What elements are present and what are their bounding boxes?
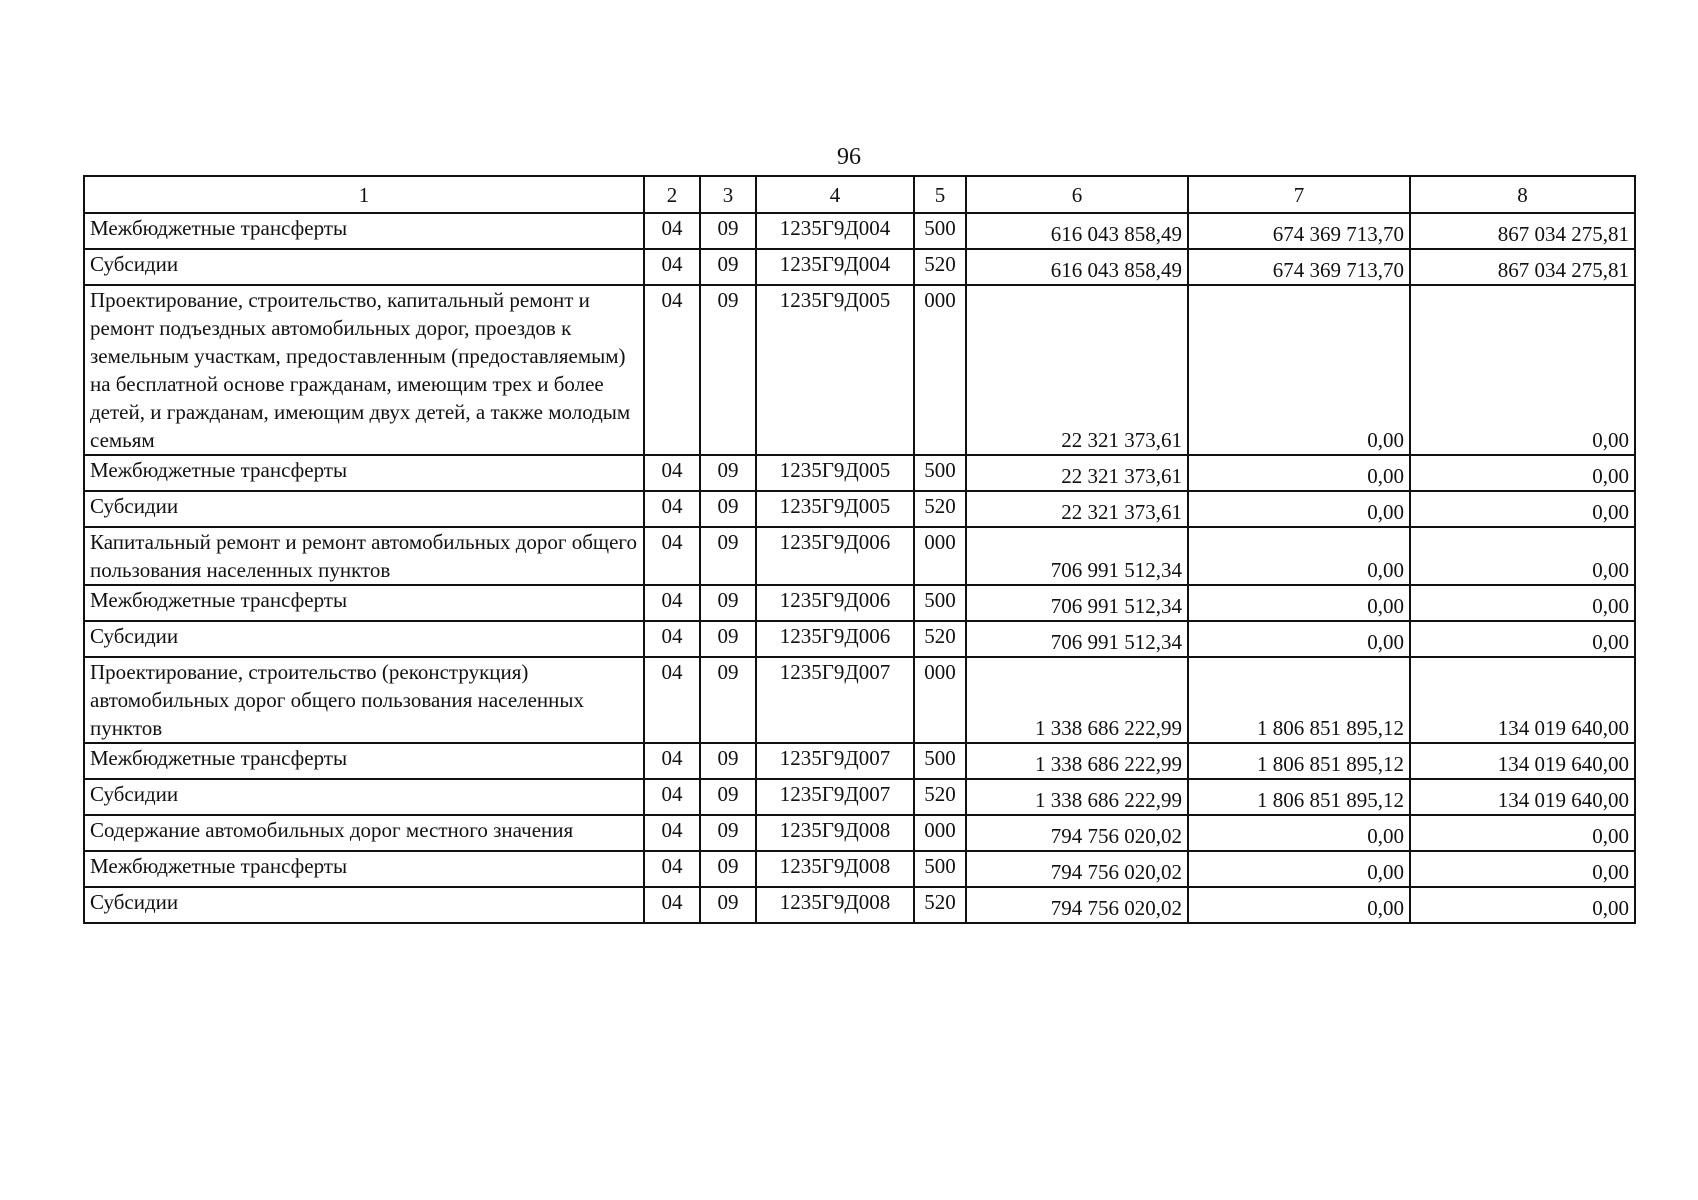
section-code: 04 xyxy=(644,743,700,779)
amount-col-7: 1 806 851 895,12 xyxy=(1188,779,1410,815)
table-row xyxy=(84,621,1635,657)
amount-col-6: 794 756 020,02 xyxy=(966,887,1188,923)
amount-col-6: 22 321 373,61 xyxy=(966,285,1188,455)
column-header: 3 xyxy=(700,176,756,213)
amount-col-7: 0,00 xyxy=(1188,815,1410,851)
row-name: Межбюджетные трансферты xyxy=(84,213,644,249)
expense-type-code: 500 xyxy=(914,585,966,621)
amount-col-8: 0,00 xyxy=(1410,285,1635,455)
subsection-code: 09 xyxy=(700,285,756,455)
expense-type-code: 000 xyxy=(914,657,966,743)
table-row xyxy=(84,887,1635,923)
amount-col-6: 794 756 020,02 xyxy=(966,851,1188,887)
amount-col-6: 706 991 512,34 xyxy=(966,527,1188,585)
row-name: Проектирование, строительство (реконструкция) автомобильных дорог общего пользования населенных пунктов xyxy=(84,657,644,743)
table-row xyxy=(84,527,1635,585)
target-article-code: 1235Г9Д006 xyxy=(756,621,914,657)
column-header: 7 xyxy=(1188,176,1410,213)
expense-type-code: 520 xyxy=(914,249,966,285)
table-row xyxy=(84,285,1635,455)
table-row xyxy=(84,851,1635,887)
amount-col-7: 0,00 xyxy=(1188,621,1410,657)
amount-col-7: 0,00 xyxy=(1188,887,1410,923)
column-header: 5 xyxy=(914,176,966,213)
target-article-code: 1235Г9Д008 xyxy=(756,815,914,851)
row-name: Содержание автомобильных дорог местного значения xyxy=(84,815,644,851)
row-name: Межбюджетные трансферты xyxy=(84,455,644,491)
table-row xyxy=(84,779,1635,815)
expense-type-code: 000 xyxy=(914,527,966,585)
expense-type-code: 000 xyxy=(914,815,966,851)
table-row xyxy=(84,213,1635,249)
table-row xyxy=(84,249,1635,285)
target-article-code: 1235Г9Д006 xyxy=(756,585,914,621)
table-row xyxy=(84,585,1635,621)
table-row xyxy=(84,657,1635,743)
section-code: 04 xyxy=(644,455,700,491)
amount-col-8: 867 034 275,81 xyxy=(1410,249,1635,285)
amount-col-8: 134 019 640,00 xyxy=(1410,743,1635,779)
row-name: Субсидии xyxy=(84,491,644,527)
amount-col-6: 706 991 512,34 xyxy=(966,585,1188,621)
amount-col-8: 134 019 640,00 xyxy=(1410,779,1635,815)
row-name: Субсидии xyxy=(84,621,644,657)
table-row xyxy=(84,455,1635,491)
subsection-code: 09 xyxy=(700,887,756,923)
amount-col-6: 1 338 686 222,99 xyxy=(966,779,1188,815)
amount-col-6: 22 321 373,61 xyxy=(966,455,1188,491)
section-code: 04 xyxy=(644,657,700,743)
amount-col-8: 0,00 xyxy=(1410,851,1635,887)
section-code: 04 xyxy=(644,585,700,621)
amount-col-6: 794 756 020,02 xyxy=(966,815,1188,851)
expense-type-code: 520 xyxy=(914,491,966,527)
target-article-code: 1235Г9Д008 xyxy=(756,887,914,923)
amount-col-8: 134 019 640,00 xyxy=(1410,657,1635,743)
table-row xyxy=(84,815,1635,851)
subsection-code: 09 xyxy=(700,585,756,621)
subsection-code: 09 xyxy=(700,213,756,249)
amount-col-8: 0,00 xyxy=(1410,455,1635,491)
subsection-code: 09 xyxy=(700,779,756,815)
expense-type-code: 500 xyxy=(914,455,966,491)
row-name: Межбюджетные трансферты xyxy=(84,585,644,621)
section-code: 04 xyxy=(644,815,700,851)
expense-type-code: 500 xyxy=(914,851,966,887)
amount-col-7: 1 806 851 895,12 xyxy=(1188,657,1410,743)
amount-col-8: 0,00 xyxy=(1410,585,1635,621)
expense-type-code: 520 xyxy=(914,779,966,815)
section-code: 04 xyxy=(644,285,700,455)
subsection-code: 09 xyxy=(700,491,756,527)
column-header: 1 xyxy=(84,176,644,213)
subsection-code: 09 xyxy=(700,455,756,491)
subsection-code: 09 xyxy=(700,815,756,851)
subsection-code: 09 xyxy=(700,743,756,779)
target-article-code: 1235Г9Д007 xyxy=(756,779,914,815)
amount-col-8: 0,00 xyxy=(1410,887,1635,923)
target-article-code: 1235Г9Д005 xyxy=(756,285,914,455)
expense-type-code: 520 xyxy=(914,887,966,923)
amount-col-8: 867 034 275,81 xyxy=(1410,213,1635,249)
column-header: 6 xyxy=(966,176,1188,213)
amount-col-8: 0,00 xyxy=(1410,491,1635,527)
amount-col-7: 674 369 713,70 xyxy=(1188,249,1410,285)
amount-col-7: 0,00 xyxy=(1188,527,1410,585)
subsection-code: 09 xyxy=(700,851,756,887)
row-name: Субсидии xyxy=(84,887,644,923)
target-article-code: 1235Г9Д004 xyxy=(756,213,914,249)
subsection-code: 09 xyxy=(700,527,756,585)
expense-type-code: 500 xyxy=(914,213,966,249)
table-row xyxy=(84,491,1635,527)
target-article-code: 1235Г9Д007 xyxy=(756,743,914,779)
table-row xyxy=(84,743,1635,779)
amount-col-8: 0,00 xyxy=(1410,621,1635,657)
amount-col-7: 0,00 xyxy=(1188,851,1410,887)
section-code: 04 xyxy=(644,887,700,923)
column-header: 4 xyxy=(756,176,914,213)
section-code: 04 xyxy=(644,491,700,527)
target-article-code: 1235Г9Д007 xyxy=(756,657,914,743)
amount-col-7: 674 369 713,70 xyxy=(1188,213,1410,249)
amount-col-7: 0,00 xyxy=(1188,491,1410,527)
target-article-code: 1235Г9Д006 xyxy=(756,527,914,585)
amount-col-7: 0,00 xyxy=(1188,455,1410,491)
section-code: 04 xyxy=(644,213,700,249)
row-name: Капитальный ремонт и ремонт автомобильных дорог общего пользования населенных пунктов xyxy=(84,527,644,585)
row-name: Субсидии xyxy=(84,779,644,815)
amount-col-6: 706 991 512,34 xyxy=(966,621,1188,657)
amount-col-6: 616 043 858,49 xyxy=(966,249,1188,285)
amount-col-6: 1 338 686 222,99 xyxy=(966,657,1188,743)
row-name: Субсидии xyxy=(84,249,644,285)
budget-table xyxy=(83,175,1636,924)
amount-col-8: 0,00 xyxy=(1410,815,1635,851)
section-code: 04 xyxy=(644,527,700,585)
target-article-code: 1235Г9Д005 xyxy=(756,455,914,491)
subsection-code: 09 xyxy=(700,621,756,657)
expense-type-code: 520 xyxy=(914,621,966,657)
amount-col-6: 616 043 858,49 xyxy=(966,213,1188,249)
expense-type-code: 000 xyxy=(914,285,966,455)
subsection-code: 09 xyxy=(700,249,756,285)
target-article-code: 1235Г9Д004 xyxy=(756,249,914,285)
section-code: 04 xyxy=(644,249,700,285)
row-name: Межбюджетные трансферты xyxy=(84,743,644,779)
section-code: 04 xyxy=(644,621,700,657)
amount-col-7: 0,00 xyxy=(1188,585,1410,621)
target-article-code: 1235Г9Д005 xyxy=(756,491,914,527)
amount-col-8: 0,00 xyxy=(1410,527,1635,585)
row-name: Межбюджетные трансферты xyxy=(84,851,644,887)
subsection-code: 09 xyxy=(700,657,756,743)
amount-col-6: 22 321 373,61 xyxy=(966,491,1188,527)
header-row xyxy=(84,176,1635,213)
column-header: 8 xyxy=(1410,176,1635,213)
amount-col-6: 1 338 686 222,99 xyxy=(966,743,1188,779)
target-article-code: 1235Г9Д008 xyxy=(756,851,914,887)
row-name: Проектирование, строительство, капитальный ремонт и ремонт подъездных автомобильных дорог, проездов к земельным участкам, предоставленным (предоставляемым) на бесплатной основе гражданам, имеющим трех и более детей, и гражданам, имеющим двух детей, а также молодым семьям xyxy=(84,285,644,455)
section-code: 04 xyxy=(644,779,700,815)
amount-col-7: 1 806 851 895,12 xyxy=(1188,743,1410,779)
page-number: 96 xyxy=(837,144,861,170)
amount-col-7: 0,00 xyxy=(1188,285,1410,455)
section-code: 04 xyxy=(644,851,700,887)
expense-type-code: 500 xyxy=(914,743,966,779)
column-header: 2 xyxy=(644,176,700,213)
